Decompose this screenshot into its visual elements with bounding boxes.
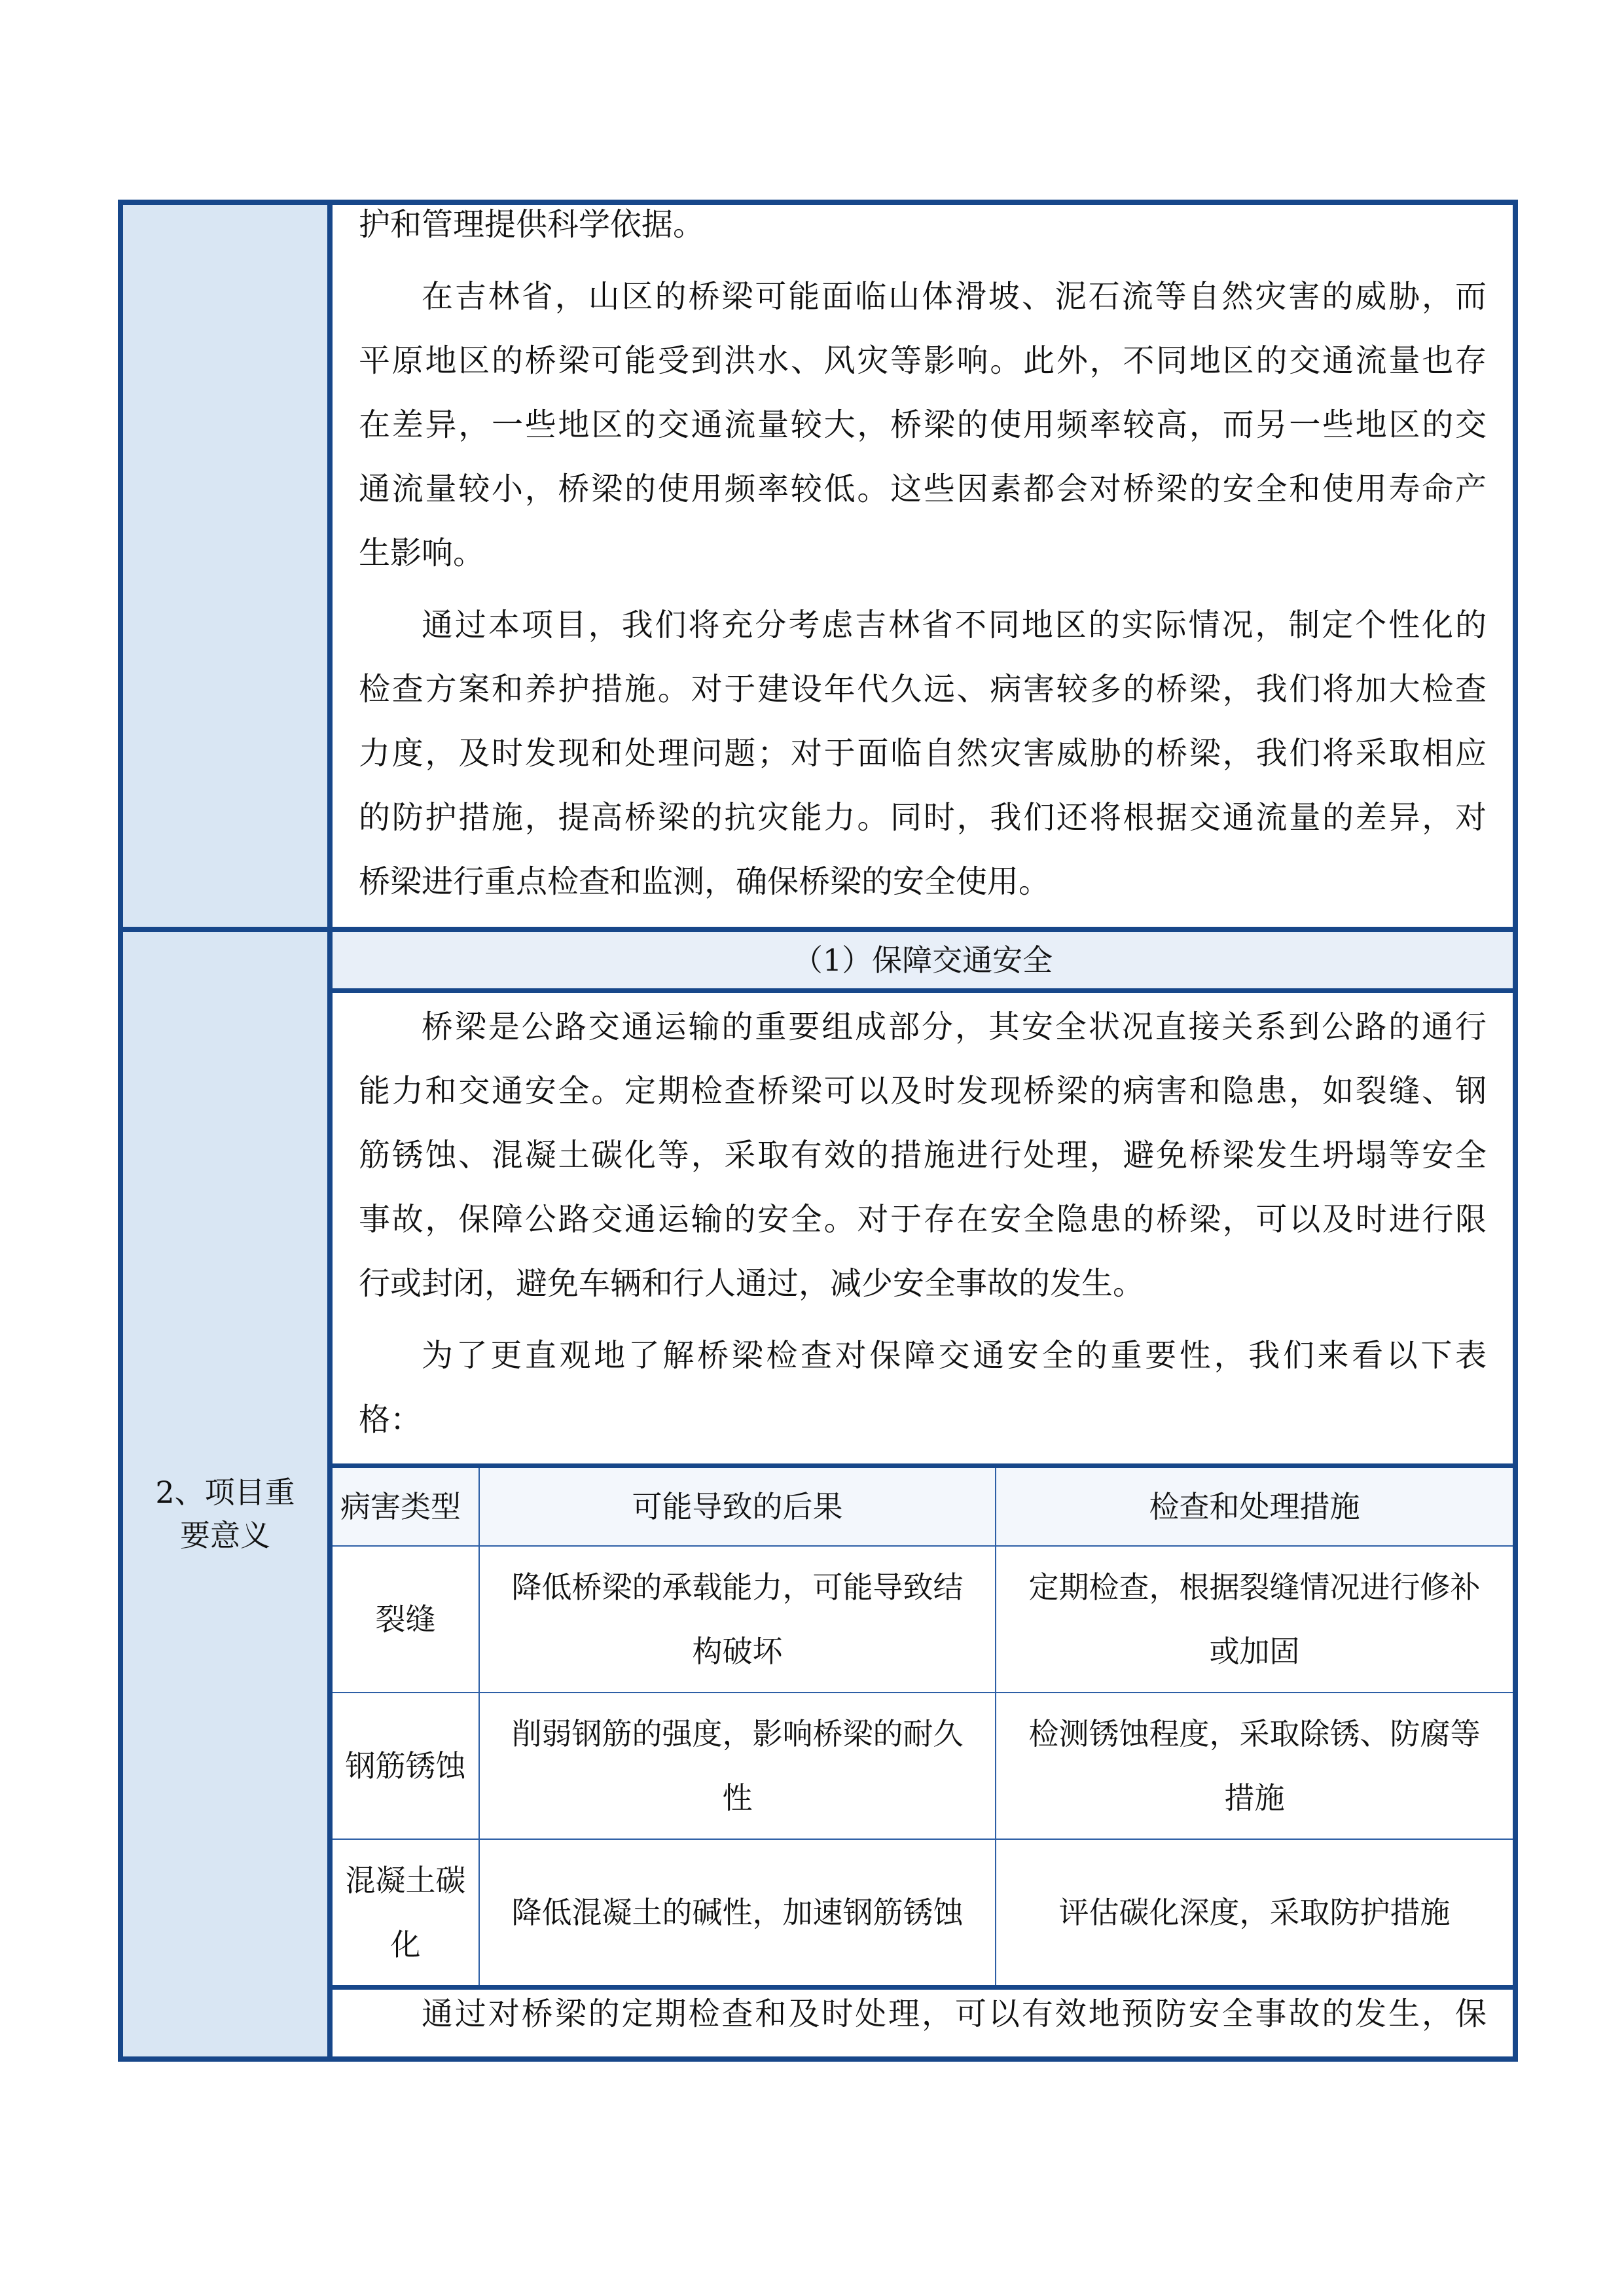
- cell-line: 混凝土碳: [345, 1863, 466, 1898]
- cell-line: 性: [722, 1780, 753, 1816]
- text-line: 行或封闭，避免车辆和行人通过，减少安全事故的发生。: [359, 1265, 1145, 1302]
- header-cell: [333, 1468, 480, 1545]
- table-row: [333, 1840, 1513, 1985]
- table-cell: [333, 1693, 480, 1839]
- cell-line: 削弱钢筋的强度，影响桥梁的耐久: [511, 1716, 964, 1751]
- text-line: 在吉林省，山区的桥梁可能面临山体滑坡、泥石流等自然灾害的威胁，而: [422, 278, 1487, 315]
- paragraph: [359, 1982, 1487, 2046]
- paragraph: [359, 593, 1487, 914]
- cell-line: 或加固: [1209, 1634, 1300, 1669]
- cell-line: 检查和处理措施: [1149, 1489, 1360, 1524]
- label-line: 2、项目重: [155, 1475, 295, 1510]
- table-cell: [996, 1693, 1513, 1839]
- table-cell: [480, 1547, 996, 1692]
- defect-table: [333, 1463, 1513, 1990]
- cell-line: 检测锈蚀程度，采取除锈、防腐等: [1028, 1716, 1481, 1751]
- paragraph: [359, 200, 1487, 257]
- text-line: 格：: [359, 1401, 422, 1438]
- header-cell: [996, 1468, 1513, 1545]
- cell-line: 降低混凝土的碱性，加速钢筋锈蚀: [511, 1895, 964, 1930]
- text-line: 平原地区的桥梁可能受到洪水、风灾等影响。此外，不同地区的交通流量也存: [359, 342, 1487, 379]
- cell-line: 病害类型: [340, 1489, 461, 1524]
- paragraph: [359, 264, 1487, 585]
- cell-line: 降低桥梁的承载能力，可能导致结: [511, 1570, 964, 1605]
- cell-line: 钢筋锈蚀: [345, 1748, 466, 1784]
- text-line: 力度，及时发现和处理问题；对于面临自然灾害威胁的桥梁，我们将采取相应: [359, 735, 1487, 772]
- text-line: 通流量较小，桥梁的使用频率较低。这些因素都会对桥梁的安全和使用寿命产: [359, 471, 1487, 507]
- cell-line: 构破坏: [692, 1634, 783, 1669]
- row-divider: [123, 927, 1513, 932]
- text-line: 通过本项目，我们将充分考虑吉林省不同地区的实际情况，制定个性化的: [422, 607, 1487, 643]
- table-cell: [333, 1547, 480, 1692]
- table-cell: [480, 1840, 996, 1985]
- text-line: 检查方案和养护措施。对于建设年代久远、病害较多的桥梁，我们将加大检查: [359, 671, 1487, 708]
- subheading: （1）保障交通安全: [333, 932, 1513, 993]
- label-line: 要意义: [180, 1518, 270, 1553]
- closing-paragraph: [359, 1982, 1487, 2054]
- text-line: 能力和交通安全。定期检查桥梁可以及时发现桥梁的病害和隐患，如裂缝、钢: [359, 1073, 1487, 1109]
- text-line: 生影响。: [359, 535, 485, 571]
- section-2-text: [359, 995, 1487, 1460]
- table-row: [333, 1693, 1513, 1840]
- text-line: 为了更直观地了解桥梁检查对保障交通安全的重要性，我们来看以下表: [422, 1337, 1487, 1374]
- section-1-text: [359, 200, 1487, 922]
- table-cell: [480, 1693, 996, 1839]
- text-line: 通过对桥梁的定期检查和及时处理，可以有效地预防安全事故的发生，保: [422, 1996, 1487, 2032]
- table-cell: [333, 1840, 480, 1985]
- cell-line: 措施: [1224, 1780, 1285, 1816]
- text-line: 筋锈蚀、混凝土碳化等，采取有效的措施进行处理，避免桥梁发生坍塌等安全: [359, 1137, 1487, 1174]
- document-table: [118, 200, 1518, 2062]
- table-header-row: [333, 1468, 1513, 1547]
- cell-line: 评估碳化深度，采取防护措施: [1058, 1895, 1451, 1930]
- paragraph: [359, 1323, 1487, 1452]
- table-cell: [996, 1547, 1513, 1692]
- text-line: 的防护措施，提高桥梁的抗灾能力。同时，我们还将根据交通流量的差异，对: [359, 799, 1487, 836]
- text-line: 护和管理提供科学依据。: [359, 206, 705, 243]
- table-row: [333, 1547, 1513, 1693]
- cell-line: 裂缝: [375, 1602, 436, 1637]
- paragraph: [359, 995, 1487, 1316]
- cell-line: 化: [390, 1927, 421, 1962]
- section-2-label: [123, 927, 327, 2062]
- cell-line: 可能导致的后果: [632, 1489, 843, 1524]
- text-line: 桥梁进行重点检查和监测，确保桥梁的安全使用。: [359, 863, 1051, 900]
- text-line: 事故，保障公路交通运输的安全。对于存在安全隐患的桥梁，可以及时进行限: [359, 1201, 1487, 1238]
- header-cell: [480, 1468, 996, 1545]
- table-cell: [996, 1840, 1513, 1985]
- text-line: 在差异，一些地区的交通流量较大，桥梁的使用频率较高，而另一些地区的交: [359, 406, 1487, 443]
- text-line: 桥梁是公路交通运输的重要组成部分，其安全状况直接关系到公路的通行: [422, 1009, 1487, 1045]
- cell-line: 定期检查，根据裂缝情况进行修补: [1028, 1570, 1481, 1605]
